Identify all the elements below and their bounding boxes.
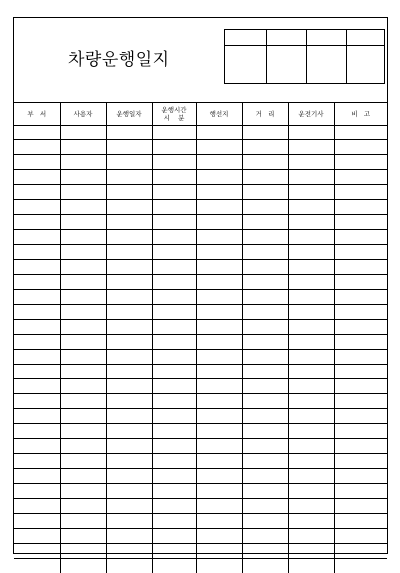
cell-distance[interactable] <box>242 274 288 289</box>
table-row <box>14 558 387 573</box>
cell-driver[interactable] <box>288 155 334 170</box>
table-row <box>14 125 387 140</box>
cell-distance[interactable] <box>242 334 288 349</box>
cell-user[interactable] <box>60 364 106 379</box>
table-row <box>14 439 387 454</box>
table-row <box>14 259 387 274</box>
cell-distance[interactable] <box>242 185 288 200</box>
table-row <box>14 484 387 499</box>
cell-time[interactable] <box>152 125 196 140</box>
cell-destination[interactable] <box>196 125 242 140</box>
cell-user[interactable] <box>60 394 106 409</box>
cell-distance[interactable] <box>242 513 288 528</box>
log-body <box>14 125 387 573</box>
cell-dept[interactable] <box>14 454 60 469</box>
cell-destination[interactable] <box>196 513 242 528</box>
cell-time[interactable] <box>152 498 196 513</box>
cell-distance[interactable] <box>242 394 288 409</box>
cell-remarks[interactable] <box>334 513 387 528</box>
cell-dept[interactable] <box>14 409 60 424</box>
cell-date[interactable] <box>106 200 152 215</box>
cell-driver[interactable] <box>288 513 334 528</box>
cell-destination[interactable] <box>196 185 242 200</box>
cell-distance[interactable] <box>242 140 288 155</box>
cell-remarks[interactable] <box>334 230 387 245</box>
table-row <box>14 513 387 528</box>
cell-remarks[interactable] <box>334 349 387 364</box>
cell-time[interactable] <box>152 439 196 454</box>
cell-driver[interactable] <box>288 364 334 379</box>
cell-distance[interactable] <box>242 215 288 230</box>
cell-user[interactable] <box>60 259 106 274</box>
cell-distance[interactable] <box>242 155 288 170</box>
cell-distance[interactable] <box>242 170 288 185</box>
cell-dept[interactable] <box>14 170 60 185</box>
cell-destination[interactable] <box>196 200 242 215</box>
cell-date[interactable] <box>106 259 152 274</box>
cell-destination[interactable] <box>196 409 242 424</box>
column-header-user: 사용자 <box>60 103 106 125</box>
column-header-dept: 부 서 <box>14 103 60 125</box>
cell-user[interactable] <box>60 304 106 319</box>
cell-distance[interactable] <box>242 424 288 439</box>
table-row <box>14 454 387 469</box>
cell-user[interactable] <box>60 334 106 349</box>
cell-driver[interactable] <box>288 498 334 513</box>
cell-driver[interactable] <box>288 215 334 230</box>
cell-date[interactable] <box>106 364 152 379</box>
cell-destination[interactable] <box>196 528 242 543</box>
cell-date[interactable] <box>106 125 152 140</box>
cell-remarks[interactable] <box>334 543 387 558</box>
cell-time[interactable] <box>152 394 196 409</box>
cell-time[interactable] <box>152 454 196 469</box>
cell-remarks[interactable] <box>334 454 387 469</box>
cell-remarks[interactable] <box>334 319 387 334</box>
cell-dept[interactable] <box>14 274 60 289</box>
cell-dept[interactable] <box>14 558 60 573</box>
cell-time[interactable] <box>152 513 196 528</box>
cell-dept[interactable] <box>14 215 60 230</box>
cell-dept[interactable] <box>14 469 60 484</box>
cell-driver[interactable] <box>288 170 334 185</box>
cell-date[interactable] <box>106 409 152 424</box>
cell-user[interactable] <box>60 125 106 140</box>
table-row <box>14 215 387 230</box>
approval-header-cell <box>267 30 307 46</box>
cell-date[interactable] <box>106 289 152 304</box>
cell-time[interactable] <box>152 334 196 349</box>
cell-user[interactable] <box>60 185 106 200</box>
cell-remarks[interactable] <box>334 484 387 499</box>
cell-date[interactable] <box>106 543 152 558</box>
approval-sign-cell[interactable] <box>267 46 307 84</box>
cell-time[interactable] <box>152 543 196 558</box>
cell-destination[interactable] <box>196 484 242 499</box>
cell-destination[interactable] <box>196 319 242 334</box>
cell-user[interactable] <box>60 454 106 469</box>
cell-dept[interactable] <box>14 155 60 170</box>
cell-distance[interactable] <box>242 319 288 334</box>
table-row <box>14 334 387 349</box>
cell-dept[interactable] <box>14 245 60 260</box>
cell-destination[interactable] <box>196 170 242 185</box>
cell-driver[interactable] <box>288 439 334 454</box>
cell-date[interactable] <box>106 349 152 364</box>
cell-date[interactable] <box>106 513 152 528</box>
cell-user[interactable] <box>60 513 106 528</box>
cell-destination[interactable] <box>196 394 242 409</box>
cell-remarks[interactable] <box>334 498 387 513</box>
table-row <box>14 349 387 364</box>
cell-driver[interactable] <box>288 334 334 349</box>
cell-driver[interactable] <box>288 200 334 215</box>
cell-remarks[interactable] <box>334 439 387 454</box>
cell-user[interactable] <box>60 543 106 558</box>
cell-dept[interactable] <box>14 304 60 319</box>
cell-date[interactable] <box>106 230 152 245</box>
cell-time[interactable] <box>152 379 196 394</box>
cell-date[interactable] <box>106 484 152 499</box>
cell-driver[interactable] <box>288 424 334 439</box>
cell-user[interactable] <box>60 424 106 439</box>
cell-destination[interactable] <box>196 454 242 469</box>
cell-date[interactable] <box>106 454 152 469</box>
approval-header-cell <box>225 30 267 46</box>
cell-destination[interactable] <box>196 498 242 513</box>
cell-user[interactable] <box>60 379 106 394</box>
cell-remarks[interactable] <box>334 558 387 573</box>
cell-time[interactable] <box>152 469 196 484</box>
cell-dept[interactable] <box>14 424 60 439</box>
cell-user[interactable] <box>60 319 106 334</box>
cell-destination[interactable] <box>196 558 242 573</box>
table-row <box>14 140 387 155</box>
cell-destination[interactable] <box>196 289 242 304</box>
cell-dept[interactable] <box>14 498 60 513</box>
cell-time[interactable] <box>152 170 196 185</box>
cell-time[interactable] <box>152 155 196 170</box>
table-row <box>14 200 387 215</box>
table-row <box>14 379 387 394</box>
cell-time[interactable] <box>152 230 196 245</box>
cell-distance[interactable] <box>242 409 288 424</box>
cell-remarks[interactable] <box>334 289 387 304</box>
cell-driver[interactable] <box>288 409 334 424</box>
cell-remarks[interactable] <box>334 469 387 484</box>
cell-distance[interactable] <box>242 454 288 469</box>
cell-date[interactable] <box>106 155 152 170</box>
cell-user[interactable] <box>60 498 106 513</box>
cell-destination[interactable] <box>196 364 242 379</box>
vehicle-log-sheet <box>13 17 388 554</box>
cell-destination[interactable] <box>196 379 242 394</box>
table-row <box>14 185 387 200</box>
cell-distance[interactable] <box>242 484 288 499</box>
cell-user[interactable] <box>60 155 106 170</box>
cell-destination[interactable] <box>196 424 242 439</box>
cell-date[interactable] <box>106 304 152 319</box>
cell-driver[interactable] <box>288 274 334 289</box>
cell-remarks[interactable] <box>334 155 387 170</box>
cell-driver[interactable] <box>288 319 334 334</box>
approval-header-cell <box>307 30 347 46</box>
cell-destination[interactable] <box>196 469 242 484</box>
cell-dept[interactable] <box>14 543 60 558</box>
table-row <box>14 274 387 289</box>
cell-remarks[interactable] <box>334 259 387 274</box>
cell-driver[interactable] <box>288 185 334 200</box>
cell-dept[interactable] <box>14 513 60 528</box>
cell-time[interactable] <box>152 259 196 274</box>
table-row <box>14 409 387 424</box>
cell-distance[interactable] <box>242 349 288 364</box>
cell-dept[interactable] <box>14 528 60 543</box>
column-header-remarks: 비 고 <box>334 103 387 125</box>
cell-destination[interactable] <box>196 304 242 319</box>
cell-distance[interactable] <box>242 543 288 558</box>
cell-destination[interactable] <box>196 140 242 155</box>
cell-driver[interactable] <box>288 379 334 394</box>
cell-dept[interactable] <box>14 334 60 349</box>
cell-driver[interactable] <box>288 230 334 245</box>
cell-user[interactable] <box>60 409 106 424</box>
cell-date[interactable] <box>106 245 152 260</box>
cell-driver[interactable] <box>288 543 334 558</box>
cell-time[interactable] <box>152 140 196 155</box>
table-row <box>14 528 387 543</box>
table-row <box>14 304 387 319</box>
cell-user[interactable] <box>60 170 106 185</box>
cell-driver[interactable] <box>288 245 334 260</box>
cell-remarks[interactable] <box>334 424 387 439</box>
cell-time[interactable] <box>152 424 196 439</box>
cell-dept[interactable] <box>14 349 60 364</box>
cell-distance[interactable] <box>242 379 288 394</box>
cell-distance[interactable] <box>242 200 288 215</box>
table-row <box>14 394 387 409</box>
table-row <box>14 543 387 558</box>
cell-destination[interactable] <box>196 274 242 289</box>
cell-time[interactable] <box>152 364 196 379</box>
cell-time[interactable] <box>152 185 196 200</box>
cell-dept[interactable] <box>14 125 60 140</box>
table-row <box>14 155 387 170</box>
column-header-driver: 운전기사 <box>288 103 334 125</box>
cell-remarks[interactable] <box>334 125 387 140</box>
cell-destination[interactable] <box>196 245 242 260</box>
cell-time[interactable] <box>152 245 196 260</box>
column-header-distance: 거 리 <box>242 103 288 125</box>
cell-date[interactable] <box>106 185 152 200</box>
cell-driver[interactable] <box>288 484 334 499</box>
cell-remarks[interactable] <box>334 364 387 379</box>
cell-user[interactable] <box>60 230 106 245</box>
cell-remarks[interactable] <box>334 245 387 260</box>
column-header-time: 운행시간 시 분 <box>152 103 196 125</box>
cell-time[interactable] <box>152 304 196 319</box>
cell-user[interactable] <box>60 274 106 289</box>
cell-dept[interactable] <box>14 319 60 334</box>
cell-user[interactable] <box>60 215 106 230</box>
cell-driver[interactable] <box>288 528 334 543</box>
cell-dept[interactable] <box>14 200 60 215</box>
cell-driver[interactable] <box>288 259 334 274</box>
log-header-row <box>14 103 387 125</box>
cell-user[interactable] <box>60 469 106 484</box>
cell-distance[interactable] <box>242 439 288 454</box>
cell-distance[interactable] <box>242 364 288 379</box>
cell-date[interactable] <box>106 558 152 573</box>
cell-driver[interactable] <box>288 469 334 484</box>
cell-time[interactable] <box>152 289 196 304</box>
table-row <box>14 424 387 439</box>
table-row <box>14 498 387 513</box>
cell-user[interactable] <box>60 528 106 543</box>
cell-date[interactable] <box>106 334 152 349</box>
cell-time[interactable] <box>152 484 196 499</box>
cell-user[interactable] <box>60 349 106 364</box>
cell-dept[interactable] <box>14 230 60 245</box>
cell-driver[interactable] <box>288 454 334 469</box>
cell-user[interactable] <box>60 484 106 499</box>
cell-time[interactable] <box>152 349 196 364</box>
cell-date[interactable] <box>106 394 152 409</box>
cell-dept[interactable] <box>14 185 60 200</box>
cell-time[interactable] <box>152 274 196 289</box>
document-title: 차량운행일지 <box>68 50 170 70</box>
cell-user[interactable] <box>60 558 106 573</box>
cell-destination[interactable] <box>196 259 242 274</box>
cell-date[interactable] <box>106 469 152 484</box>
table-row <box>14 245 387 260</box>
cell-driver[interactable] <box>288 304 334 319</box>
cell-date[interactable] <box>106 170 152 185</box>
cell-remarks[interactable] <box>334 409 387 424</box>
cell-date[interactable] <box>106 319 152 334</box>
cell-user[interactable] <box>60 289 106 304</box>
table-row <box>14 319 387 334</box>
approval-header-row <box>225 30 385 46</box>
cell-date[interactable] <box>106 424 152 439</box>
cell-distance[interactable] <box>242 289 288 304</box>
cell-distance[interactable] <box>242 498 288 513</box>
approval-sign-cell[interactable] <box>225 46 267 84</box>
cell-distance[interactable] <box>242 558 288 573</box>
cell-date[interactable] <box>106 274 152 289</box>
cell-dept[interactable] <box>14 140 60 155</box>
cell-destination[interactable] <box>196 439 242 454</box>
log-table <box>14 103 387 573</box>
cell-driver[interactable] <box>288 558 334 573</box>
title-block <box>14 18 387 103</box>
cell-dept[interactable] <box>14 364 60 379</box>
approval-sign-cell[interactable] <box>347 46 385 84</box>
cell-user[interactable] <box>60 200 106 215</box>
cell-destination[interactable] <box>196 215 242 230</box>
cell-time[interactable] <box>152 319 196 334</box>
cell-destination[interactable] <box>196 155 242 170</box>
cell-date[interactable] <box>106 439 152 454</box>
cell-distance[interactable] <box>242 469 288 484</box>
cell-user[interactable] <box>60 245 106 260</box>
cell-time[interactable] <box>152 200 196 215</box>
cell-remarks[interactable] <box>334 185 387 200</box>
cell-distance[interactable] <box>242 304 288 319</box>
cell-destination[interactable] <box>196 543 242 558</box>
approval-sign-cell[interactable] <box>307 46 347 84</box>
cell-distance[interactable] <box>242 230 288 245</box>
table-row <box>14 364 387 379</box>
column-header-destination: 행선지 <box>196 103 242 125</box>
column-header-date: 운행일자 <box>106 103 152 125</box>
cell-dept[interactable] <box>14 289 60 304</box>
cell-remarks[interactable] <box>334 334 387 349</box>
cell-dept[interactable] <box>14 394 60 409</box>
cell-destination[interactable] <box>196 349 242 364</box>
cell-dept[interactable] <box>14 379 60 394</box>
cell-destination[interactable] <box>196 334 242 349</box>
cell-remarks[interactable] <box>334 379 387 394</box>
cell-time[interactable] <box>152 215 196 230</box>
approval-box <box>224 29 385 84</box>
cell-remarks[interactable] <box>334 528 387 543</box>
cell-date[interactable] <box>106 379 152 394</box>
approval-header-cell <box>347 30 385 46</box>
table-row <box>14 230 387 245</box>
cell-destination[interactable] <box>196 230 242 245</box>
table-row <box>14 469 387 484</box>
cell-dept[interactable] <box>14 259 60 274</box>
cell-distance[interactable] <box>242 528 288 543</box>
cell-remarks[interactable] <box>334 394 387 409</box>
cell-time[interactable] <box>152 528 196 543</box>
cell-distance[interactable] <box>242 125 288 140</box>
cell-date[interactable] <box>106 215 152 230</box>
cell-remarks[interactable] <box>334 304 387 319</box>
cell-date[interactable] <box>106 498 152 513</box>
cell-remarks[interactable] <box>334 200 387 215</box>
cell-dept[interactable] <box>14 484 60 499</box>
cell-remarks[interactable] <box>334 215 387 230</box>
cell-remarks[interactable] <box>334 140 387 155</box>
cell-driver[interactable] <box>288 289 334 304</box>
cell-driver[interactable] <box>288 349 334 364</box>
cell-remarks[interactable] <box>334 170 387 185</box>
approval-sign-row <box>225 46 385 84</box>
cell-distance[interactable] <box>242 259 288 274</box>
cell-driver[interactable] <box>288 140 334 155</box>
cell-user[interactable] <box>60 439 106 454</box>
cell-date[interactable] <box>106 528 152 543</box>
table-row <box>14 170 387 185</box>
cell-remarks[interactable] <box>334 274 387 289</box>
table-row <box>14 289 387 304</box>
cell-driver[interactable] <box>288 125 334 140</box>
cell-date[interactable] <box>106 140 152 155</box>
cell-time[interactable] <box>152 558 196 573</box>
cell-driver[interactable] <box>288 394 334 409</box>
cell-user[interactable] <box>60 140 106 155</box>
cell-distance[interactable] <box>242 245 288 260</box>
cell-time[interactable] <box>152 409 196 424</box>
cell-dept[interactable] <box>14 439 60 454</box>
